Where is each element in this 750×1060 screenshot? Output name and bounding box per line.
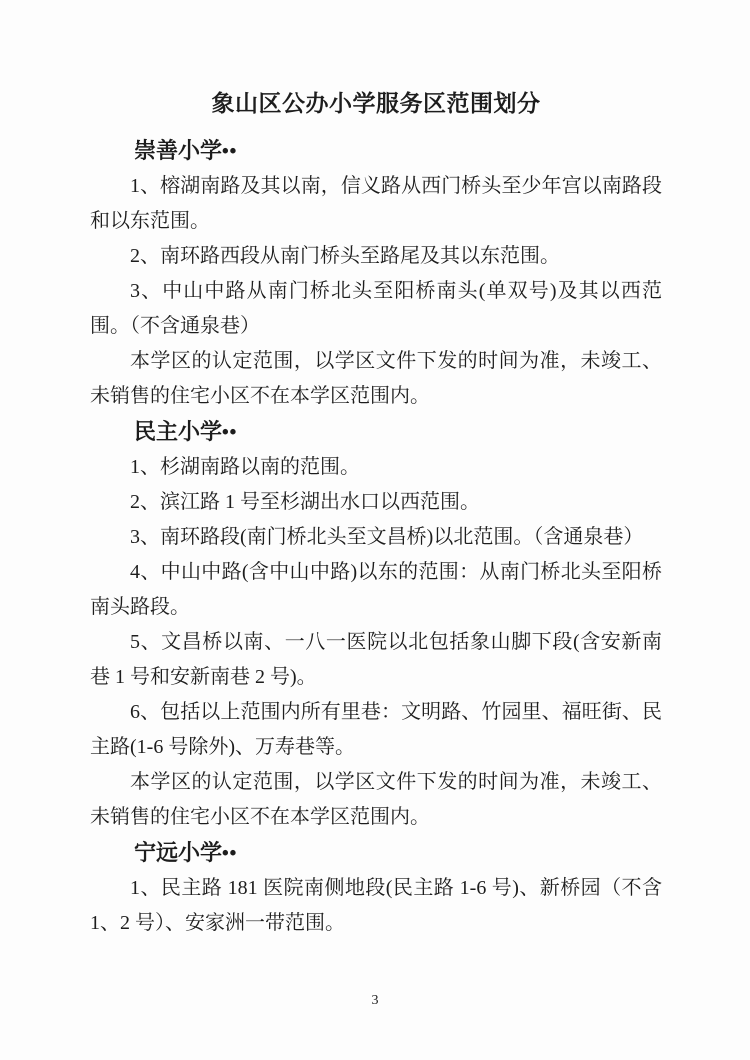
paragraph: 1、杉湖南路以南的范围。	[130, 456, 360, 478]
section-heading	[90, 133, 662, 169]
paragraph: 1、民主路 181 医院南侧地段(民主路 1-6 号)、新桥园（不含 1、2 号）、安家洲一带范围。	[90, 877, 662, 934]
section-heading	[90, 414, 662, 450]
heading-bullet-marks: ••	[222, 141, 238, 162]
paragraph: 1、榕湖南路及其以南，信义路从西门桥头至少年宫以南路段和以东范围。	[90, 175, 662, 232]
document-title: 象山区公办小学服务区范围划分	[211, 90, 541, 116]
section-heading-text: 民主小学	[134, 419, 223, 444]
section-heading-text: 崇善小学	[134, 138, 223, 163]
paragraph: 4、中山中路(含中山中路)以东的范围：从南门桥北头至阳桥南头路段。	[90, 561, 662, 618]
section-ningyuan	[90, 835, 662, 941]
page-number: 3	[371, 993, 379, 1008]
paragraph: 2、南环路西段从南门桥头至路尾及其以东范围。	[130, 245, 560, 267]
document-content	[90, 0, 662, 941]
paragraph: 本学区的认定范围，以学区文件下发的时间为准，未竣工、未销售的住宅小区不在本学区范围内。	[90, 350, 662, 407]
paragraph: 2、滨江路 1 号至杉湖出水口以西范围。	[130, 491, 480, 513]
heading-bullet-marks: ••	[222, 422, 238, 443]
paragraph: 3、中山中路从南门桥北头至阳桥南头(单双号)及其以西范围。（不含通泉巷）	[90, 280, 662, 337]
heading-bullet-marks: ••	[222, 843, 238, 864]
section-chongshan	[90, 133, 662, 414]
section-heading-text: 宁远小学	[134, 840, 223, 865]
paragraph: 本学区的认定范围，以学区文件下发的时间为准，未竣工、未销售的住宅小区不在本学区范围内。	[90, 771, 662, 828]
section-heading	[90, 835, 662, 871]
paragraph: 6、包括以上范围内所有里巷：文明路、竹园里、福旺街、民主路(1-6 号除外)、万寿巷等。	[90, 701, 662, 758]
section-minzhu	[90, 414, 662, 835]
paragraph: 5、文昌桥以南、一八一医院以北包括象山脚下段(含安新南巷 1 号和安新南巷 2 号)。	[90, 631, 662, 688]
paragraph: 3、南环路段(南门桥北头至文昌桥)以北范围。（含通泉巷）	[130, 526, 644, 548]
